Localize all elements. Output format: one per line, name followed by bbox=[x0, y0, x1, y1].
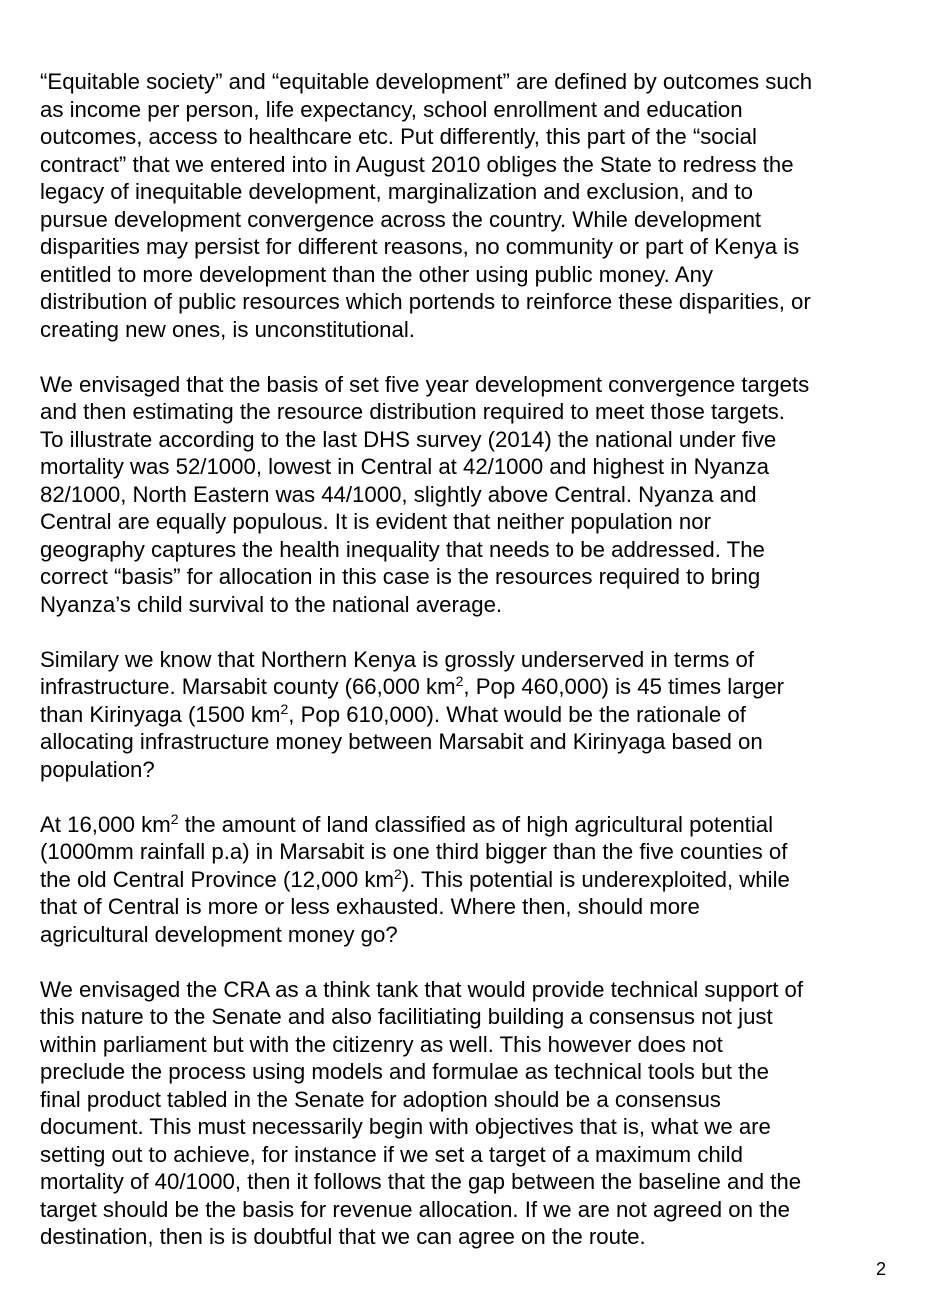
text-line: To illustrate according to the last DHS survey (2014) the national under five bbox=[40, 426, 777, 452]
superscript: 2 bbox=[393, 865, 402, 882]
text-line: legacy of inequitable development, marginalization and exclusion, and to bbox=[40, 179, 753, 204]
paragraph-equitable-development bbox=[40, 68, 900, 343]
text-line: mortality was 52/1000, lowest in Central at 42/1000 and highest in Nyanza bbox=[40, 454, 769, 479]
text-line: Central are equally populous. It is evident that neither population nor bbox=[40, 509, 711, 534]
page-number: 2 bbox=[875, 1259, 886, 1279]
text-line: Similary we know that Northern Kenya is grossly underserved in terms of bbox=[40, 646, 754, 672]
paragraph-cra-think-tank bbox=[40, 976, 900, 1251]
text-line: mortality of 40/1000, then it follows that the gap between the baseline and the bbox=[40, 1169, 802, 1194]
text-line: population? bbox=[40, 756, 155, 782]
document-body bbox=[40, 68, 900, 1251]
text-line: final product tabled in the Senate for adoption should be a consensus bbox=[40, 1086, 721, 1112]
text-line: We envisaged the CRA as a think tank that would provide technical support of bbox=[40, 976, 804, 1002]
text-line: (1000mm rainfall p.a) in Marsabit is one third bigger than the five counties of bbox=[40, 839, 788, 864]
text-line: as income per person, life expectancy, school enrollment and education bbox=[40, 96, 743, 122]
superscript: 2 bbox=[455, 673, 464, 689]
text-line: pursue development convergence across the country. While development bbox=[40, 206, 762, 232]
text-line: that of Central is more or less exhausted. Where then, should more bbox=[40, 894, 700, 919]
text-line: document. This must necessarily begin with objectives that is, what we are bbox=[40, 1114, 771, 1139]
text-line: At 16,000 $km^2$ the amount of land classified as of high agricultural potential bbox=[40, 810, 774, 837]
paragraph-agricultural-potential bbox=[40, 811, 900, 949]
paragraph-northern-kenya bbox=[40, 646, 900, 784]
text-line: setting out to achieve, for instance if we set a target of a maximum child bbox=[40, 1141, 743, 1167]
superscript: 2 bbox=[280, 700, 289, 717]
text-line: infrastructure. Marsabit county (66,000 $km^2$, Pop 460,000) is 45 times larger bbox=[40, 673, 785, 699]
text-line: agricultural development money go? bbox=[40, 921, 398, 947]
text-line: “Equitable society” and “equitable development” are defined by outcomes such bbox=[40, 69, 813, 94]
text-line: than Kirinyaga (1500 $km^2$, Pop 610,000). What would be the rationale of bbox=[40, 700, 746, 727]
text-line: destination, then is is doubtful that we can agree on the route. bbox=[40, 1224, 646, 1249]
text-line: preclude the process using models and formulae as technical tools but the bbox=[40, 1059, 769, 1084]
text-line: target should be the basis for revenue allocation. If we are not agreed on the bbox=[40, 1196, 790, 1222]
text-line: correct “basis” for allocation in this case is the resources required to bring bbox=[40, 564, 761, 589]
text-line: We envisaged that the basis of set five year development convergence targets bbox=[40, 371, 810, 397]
text-line: outcomes, access to healthcare etc. Put differently, this part of the “social bbox=[40, 124, 757, 149]
text-line: this nature to the Senate and also facilitiating building a consensus not just bbox=[40, 1004, 773, 1029]
text-line: disparities may persist for different reasons, no community or part of Kenya is bbox=[40, 234, 800, 259]
text-line: geography captures the health inequality that needs to be addressed. The bbox=[40, 536, 765, 562]
text-line: entitled to more development than the other using public money. Any bbox=[40, 261, 714, 287]
text-line: contract” that we entered into in August 2010 obliges the State to redress the bbox=[40, 151, 794, 177]
text-line: within parliament but with the citizenry as well. This however does not bbox=[40, 1031, 723, 1057]
superscript: 2 bbox=[170, 810, 179, 827]
text-line: allocating infrastructure money between Marsabit and Kirinyaga based on bbox=[40, 729, 763, 754]
text-line: and then estimating the resource distribution required to meet those targets. bbox=[40, 399, 785, 424]
text-line: creating new ones, is unconstitutional. bbox=[40, 316, 415, 342]
text-line: Nyanza’s child survival to the national average. bbox=[40, 591, 503, 617]
text-line: distribution of public resources which portends to reinforce these disparities, or bbox=[40, 289, 811, 314]
text-line: the old Central Province (12,000 $km^2$). This potential is underexploited, while bbox=[40, 865, 790, 892]
paragraph-convergence-targets bbox=[40, 371, 900, 619]
text-line: 82/1000, North Eastern was 44/1000, slightly above Central. Nyanza and bbox=[40, 481, 757, 507]
